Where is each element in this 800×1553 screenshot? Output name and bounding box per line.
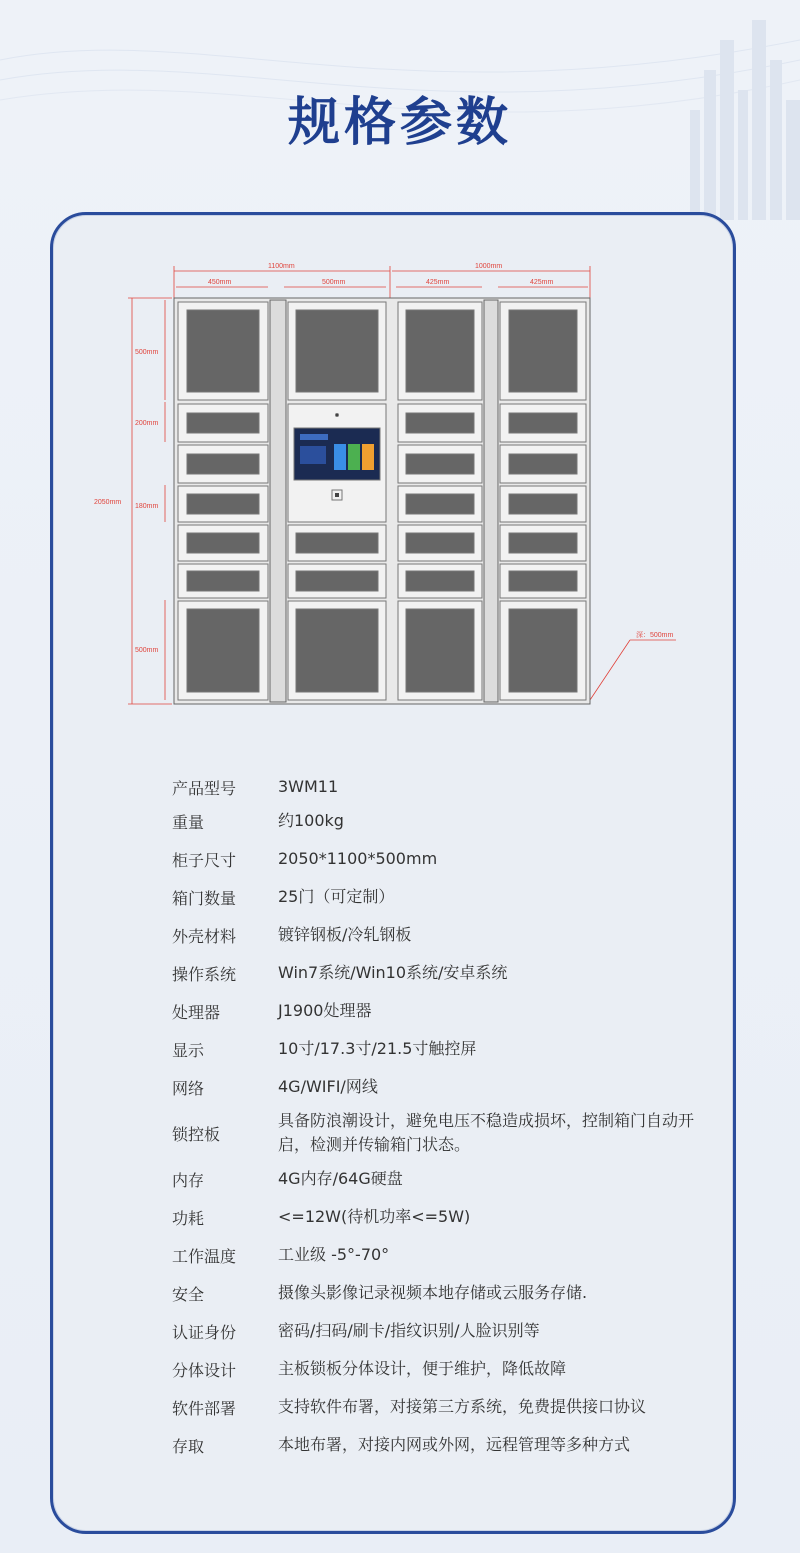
spec-row-access [172,1426,712,1464]
spec-label: 操作系统 [172,964,237,984]
spec-row-memory [172,1160,712,1198]
spec-row-network [172,1068,712,1106]
spec-label: 处理器 [172,1002,221,1022]
spec-row-auth [172,1312,712,1350]
dim-col-4: 425mm [530,279,554,286]
spec-row-doors [172,878,712,916]
spec-row-display [172,1030,712,1068]
spec-label: 存取 [172,1436,205,1456]
spec-value: 支持软件布署，对接第三方系统，免费提供接口协议 [278,1397,647,1416]
spec-row-material [172,916,712,954]
dim-col-3: 425mm [426,279,450,286]
spec-label: 内存 [172,1170,205,1190]
spec-value: 工业级 -5°-70° [278,1245,390,1264]
spec-row-security [172,1274,712,1312]
dim-top-left: 1100mm [268,263,295,270]
spec-row-power [172,1198,712,1236]
spec-row-cpu [172,992,712,1030]
spec-label: 功耗 [172,1208,205,1228]
spec-value: <=12W(待机功率<=5W) [278,1207,471,1226]
spec-label: 安全 [172,1284,205,1304]
spec-value: Win7系统/Win10系统/安卓系统 [278,963,508,982]
dim-left-3: 180mm [135,503,159,510]
page-title: 规格参数 [287,93,512,153]
dim-left-1: 500mm [135,349,159,356]
spec-row-os [172,954,712,992]
spec-row-software [172,1388,712,1426]
spec-row-model [172,772,712,802]
spec-label: 锁控板 [172,1124,221,1144]
spec-value: 密码/扫码/刷卡/指纹识别/人脸识别等 [278,1321,540,1340]
spec-value: 镀锌钢板/冷轧钢板 [278,925,412,944]
dim-top-right: 1000mm [475,263,503,270]
spec-label: 软件部署 [172,1398,237,1418]
spec-value: 4G内存/64G硬盘 [278,1169,403,1188]
spec-label: 网络 [172,1078,205,1098]
spec-label: 显示 [172,1040,205,1060]
spec-row-weight [172,802,712,840]
spec-row-split-design [172,1350,712,1388]
spec-label: 重量 [172,812,205,832]
dim-col-1: 450mm [208,279,232,286]
spec-label: 外壳材料 [172,926,237,946]
spec-row-temperature [172,1236,712,1274]
spec-row-size [172,840,712,878]
spec-value: 2050*1100*500mm [278,849,438,868]
spec-value: 4G/WIFI/网线 [278,1077,378,1096]
spec-label: 柜子尺寸 [172,850,237,870]
spec-value: 25门（可定制） [278,887,395,906]
spec-label: 箱门数量 [172,888,237,908]
spec-table [172,772,712,1464]
spec-value: 本地布署，对接内网或外网，远程管理等多种方式 [278,1435,631,1454]
spec-value: 10寸/17.3寸/21.5寸触控屏 [278,1039,477,1058]
cabinet-drawing [0,0,800,740]
spec-value: 3WM11 [278,777,339,796]
spec-value: 约100kg [278,811,344,830]
spec-value: 具备防浪潮设计，避免电压不稳造成损坏，控制箱门自动开启，检测并传输箱门状态。 [278,1111,695,1154]
spec-label: 工作温度 [172,1246,237,1266]
dim-left-4: 500mm [135,647,159,654]
spec-value: 主板锁板分体设计，便于维护，降低故障 [278,1359,567,1378]
spec-value: 摄像头影像记录视频本地存储或云服务存储. [278,1283,588,1302]
dim-col-2: 500mm [322,279,346,286]
spec-label: 分体设计 [172,1360,237,1380]
spec-label: 认证身份 [172,1322,237,1342]
dim-depth: 深：500mm [636,632,674,639]
spec-row-lock-board [172,1106,712,1160]
dim-total-height: 2050mm [94,499,122,506]
dim-left-2: 200mm [135,420,159,427]
spec-value: J1900处理器 [278,1001,372,1020]
spec-label: 产品型号 [172,778,237,798]
